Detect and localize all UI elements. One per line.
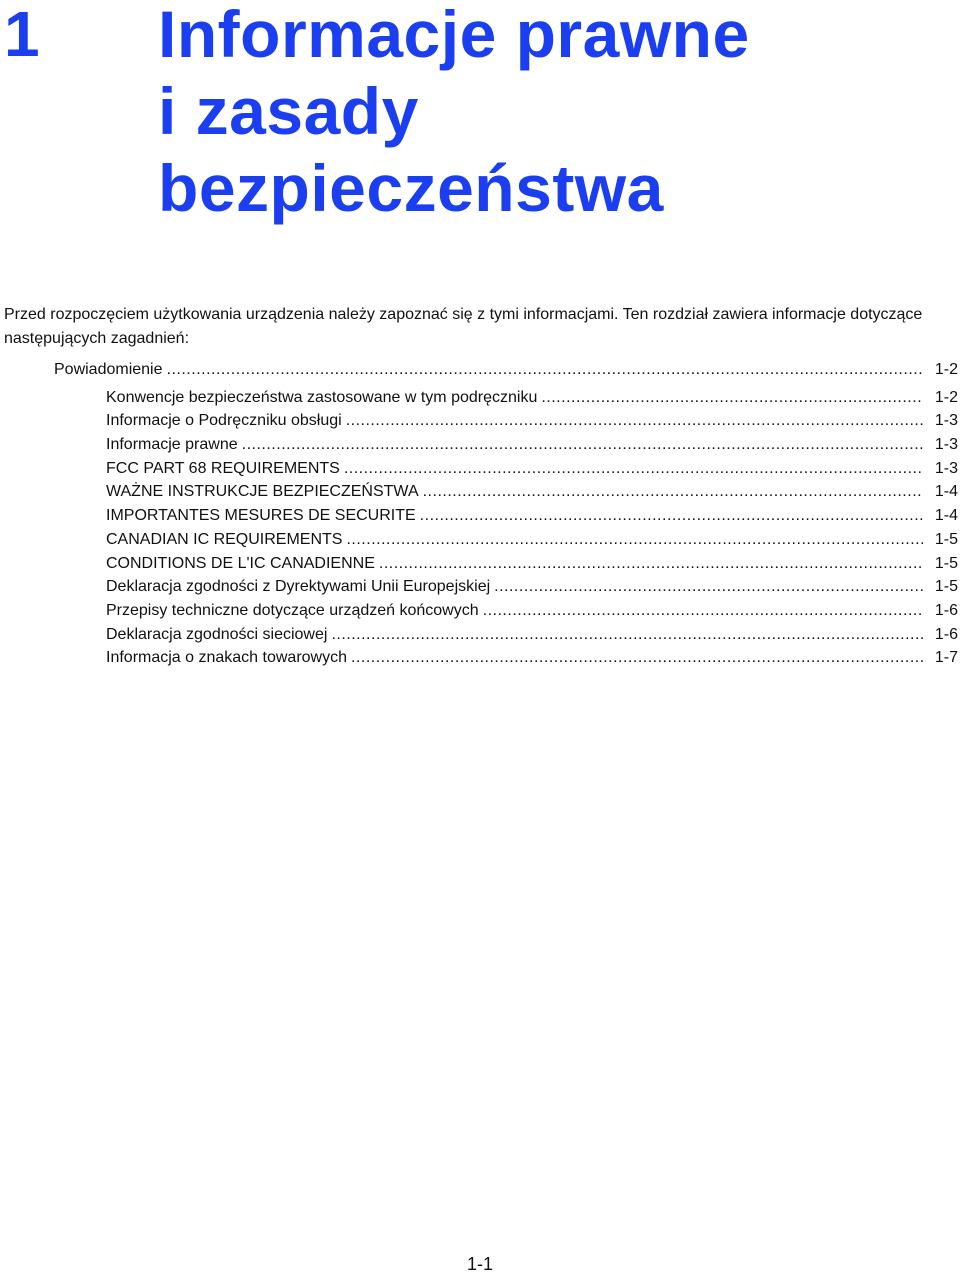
toc-leader-dots [423,480,923,504]
toc-entry[interactable] [106,646,958,670]
toc-entry-page: 1-5 [934,578,958,596]
toc-entry-page: 1-7 [934,649,958,667]
chapter-title-line-2: i zasady [158,74,419,148]
toc-entry-label: Informacja o znakach towarowych [106,649,347,667]
toc-entry-page: 1-5 [934,530,958,548]
toc-entry-label: Konwencje bezpieczeństwa zastosowane w tym podręczniku [106,388,538,406]
toc-entry-page: 1-6 [934,625,958,643]
toc-entry-page: 1-3 [934,459,958,477]
toc-leader-dots [242,433,923,457]
toc-entry[interactable] [106,409,958,433]
toc-entry-label: Informacje prawne [106,436,238,454]
toc-entry-page: 1-2 [934,361,958,378]
chapter-title-line-3: bezpieczeństwa [158,151,664,225]
toc-entry-page: 1-6 [934,601,958,619]
toc-leader-dots [494,575,923,599]
intro-paragraph: Przed rozpoczęciem użytkowania urządzenia należy zapoznać się z tymi informacjami. Ten rozdział zawiera informacje dotyczące następujących zagadnień: [4,306,923,347]
toc-leader-dots [167,358,923,382]
toc-entry-label: Informacje o Podręczniku obsługi [106,412,342,430]
toc-entry[interactable] [106,504,958,528]
toc-entry[interactable] [106,386,958,410]
toc-entry[interactable] [106,575,958,599]
toc-entry[interactable] [106,552,958,576]
toc-entry[interactable] [106,623,958,647]
toc-entry-label: Powiadomienie [54,361,163,378]
toc-entry[interactable] [106,457,958,481]
toc-entry[interactable] [54,358,958,382]
page-number: 1-1 [466,1254,493,1274]
toc-entry[interactable] [106,528,958,552]
toc-leader-dots [379,552,923,576]
toc-entry-label: Deklaracja zgodności sieciowej [106,625,328,643]
toc-entry[interactable] [106,433,958,457]
chapter-title [158,0,948,227]
toc-entry-page: 1-3 [934,436,958,454]
toc-entry-label: CANADIAN IC REQUIREMENTS [106,530,343,548]
chapter-title-line-1: Informacje prawne [158,0,750,71]
table-of-contents [0,358,960,670]
toc-entry-label: FCC PART 68 REQUIREMENTS [106,459,340,477]
toc-leader-dots [541,386,923,410]
toc-entry-page: 1-5 [934,554,958,572]
toc-entry-label: Przepisy techniczne dotyczące urządzeń końcowych [106,601,479,619]
toc-entry-page: 1-4 [934,483,958,501]
toc-leader-dots [331,623,922,647]
toc-leader-dots [344,457,923,481]
toc-entry-label: CONDITIONS DE L'IC CANADIENNE [106,554,375,572]
toc-entry-label: IMPORTANTES MESURES DE SECURITE [106,507,416,525]
toc-entry-page: 1-2 [934,388,958,406]
toc-entry-page: 1-3 [934,412,958,430]
toc-leader-dots [346,409,923,433]
chapter-number: 1 [4,0,40,70]
toc-leader-dots [346,528,922,552]
toc-leader-dots [420,504,923,528]
toc-entry-label: WAŻNE INSTRUKCJE BEZPIECZEŃSTWA [106,483,419,501]
toc-entry-label: Deklaracja zgodności z Dyrektywami Unii Europejskiej [106,578,491,596]
toc-leader-dots [483,599,923,623]
toc-leader-dots [351,646,923,670]
toc-entry[interactable] [106,480,958,504]
toc-entry-page: 1-4 [934,507,958,525]
toc-entry[interactable] [106,599,958,623]
